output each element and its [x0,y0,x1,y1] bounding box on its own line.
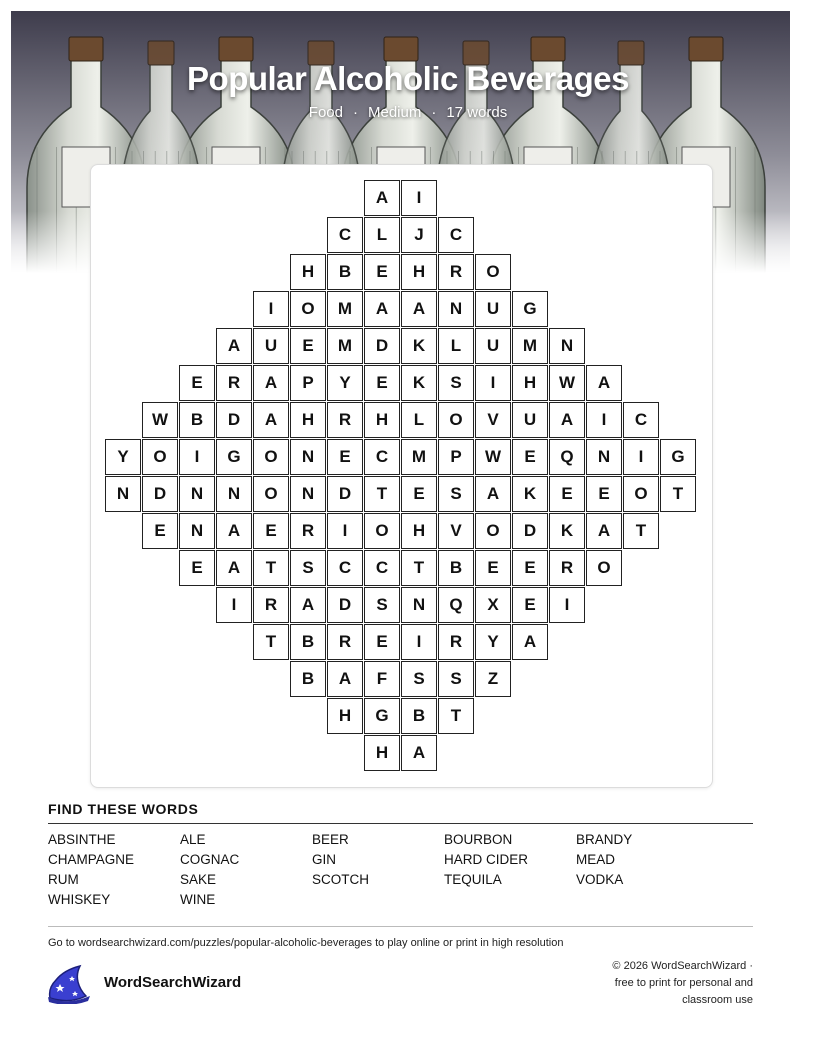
word-list-item: COGNAC [180,852,240,867]
grid-cell: E [364,254,400,290]
grid-cell: A [327,661,363,697]
grid-cell: A [364,180,400,216]
word-list-item: RUM [48,872,79,887]
grid-cell: C [623,402,659,438]
grid-cell: E [179,365,215,401]
grid-cell: I [586,402,622,438]
grid-cell: R [438,624,474,660]
grid-cell: Q [438,587,474,623]
grid-cell: O [475,254,511,290]
word-list-item: BRANDY [576,832,633,847]
grid-cell: M [327,291,363,327]
grid-cell: M [401,439,437,475]
grid-cell: N [216,476,252,512]
grid-cell: E [364,624,400,660]
grid-cell: W [549,365,585,401]
grid-cell: S [438,365,474,401]
grid-cell: T [253,550,289,586]
copyright-line: classroom use [682,994,753,1006]
grid-cell: O [290,291,326,327]
grid-cell: N [401,587,437,623]
grid-cell: D [327,587,363,623]
grid-cell: D [142,476,178,512]
word-list-item: WINE [180,892,216,907]
grid-cell: A [216,328,252,364]
grid-cell: B [438,550,474,586]
copyright-text [573,958,753,1009]
grid-cell: A [401,735,437,771]
grid-cell: Y [475,624,511,660]
grid-cell: I [401,180,437,216]
grid-cell: A [475,476,511,512]
grid-cell: A [364,291,400,327]
grid-cell: A [549,402,585,438]
word-list-item: ALE [180,832,206,847]
grid-cell: T [253,624,289,660]
grid-cell: N [438,291,474,327]
grid-cell: C [364,550,400,586]
copyright-line: © 2026 WordSearchWizard · [612,960,753,972]
grid-cell: E [179,550,215,586]
grid-cell: R [327,624,363,660]
grid-cell: E [512,587,548,623]
grid-cell: O [253,439,289,475]
grid-cell: U [475,291,511,327]
grid-cell: B [290,624,326,660]
grid-cell: P [290,365,326,401]
grid-cell: C [327,550,363,586]
grid-cell: C [327,217,363,253]
grid-cell: I [623,439,659,475]
grid-cell: N [179,476,215,512]
grid-cell: R [327,402,363,438]
meta-separator: · [352,104,358,121]
grid-cell: W [475,439,511,475]
grid-cell: A [290,587,326,623]
grid-cell: O [142,439,178,475]
word-list-item: BOURBON [444,832,513,847]
grid-cell: R [253,587,289,623]
copyright-line: free to print for personal and [614,977,753,989]
grid-cell: H [364,735,400,771]
grid-cell: S [438,661,474,697]
grid-cell: K [549,513,585,549]
grid-cell: J [401,217,437,253]
grid-cell: N [179,513,215,549]
brand-name: WordSearchWizard [104,974,242,991]
grid-cell: E [401,476,437,512]
grid-cell: D [512,513,548,549]
grid-cell: Y [327,365,363,401]
grid-cell: E [142,513,178,549]
grid-cell: O [364,513,400,549]
grid-cell: G [216,439,252,475]
word-list-heading: FIND THESE WORDS [48,801,199,817]
meta-separator: · [431,104,437,121]
grid-cell: K [401,328,437,364]
grid-cell: H [290,254,326,290]
grid-cell: V [438,513,474,549]
grid-cell: L [364,217,400,253]
grid-cell: O [586,550,622,586]
grid-cell: P [438,439,474,475]
grid-cell: H [512,365,548,401]
word-list-item: CHAMPAGNE [48,852,135,867]
grid-cell: E [512,550,548,586]
word-list-item: VODKA [576,872,624,887]
grid-cell: I [253,291,289,327]
grid-cell: E [290,328,326,364]
grid-cell: N [290,476,326,512]
word-list-item: SAKE [180,872,217,887]
grid-cell: T [660,476,696,512]
grid-cell: E [586,476,622,512]
wizard-hat-icon [46,964,92,1009]
grid-cell: E [549,476,585,512]
grid-cell: E [512,439,548,475]
grid-cell: C [438,217,474,253]
grid-cell: X [475,587,511,623]
grid-cell: S [401,661,437,697]
difficulty-label: Medium [367,104,422,121]
grid-cell: R [549,550,585,586]
footer-link-text: Go to wordsearchwizard.com/puzzles/popular-alcoholic-beverages to play online or print in high resolution [48,937,564,949]
grid-cell: A [216,550,252,586]
grid-cell: V [475,402,511,438]
grid-cell: R [216,365,252,401]
grid-cell: F [364,661,400,697]
grid-cell: H [290,402,326,438]
divider [48,823,753,824]
grid-cell: G [512,291,548,327]
word-list-item: ABSINTHE [48,832,116,847]
grid-cell: G [364,698,400,734]
grid-cell: R [438,254,474,290]
grid-cell: K [401,365,437,401]
grid-cell: A [586,365,622,401]
grid-cell: I [327,513,363,549]
grid-cell: E [327,439,363,475]
grid-cell: B [179,402,215,438]
page-title: Popular Alcoholic Beverages [187,60,629,97]
grid-cell: D [216,402,252,438]
grid-cell: O [475,513,511,549]
grid-cell: O [438,402,474,438]
grid-cell: L [438,328,474,364]
grid-cell: W [142,402,178,438]
grid-cell: E [475,550,511,586]
grid-cell: M [327,328,363,364]
grid-cell: T [401,550,437,586]
grid-cell: E [253,513,289,549]
grid-cell: L [401,402,437,438]
grid-cell: I [549,587,585,623]
grid-cell: Y [105,439,141,475]
grid-cell: B [327,254,363,290]
grid-cell: U [253,328,289,364]
word-list-item: SCOTCH [312,872,369,887]
grid-cell: A [401,291,437,327]
grid-cell: N [586,439,622,475]
grid-cell: Q [549,439,585,475]
grid-cell: Z [475,661,511,697]
grid-cell: U [475,328,511,364]
grid-cell: B [401,698,437,734]
grid-cell: H [401,254,437,290]
grid-cell: I [475,365,511,401]
grid-cell: N [105,476,141,512]
grid-cell: B [290,661,326,697]
grid-cell: A [512,624,548,660]
grid-cell: D [364,328,400,364]
grid-cell: G [660,439,696,475]
grid-cell: A [253,402,289,438]
grid-cell: I [216,587,252,623]
grid-cell: D [327,476,363,512]
grid-cell: I [401,624,437,660]
grid-cell: O [623,476,659,512]
grid-cell: T [364,476,400,512]
grid-cell: R [290,513,326,549]
word-count-label: 17 words [446,104,508,121]
grid-cell: A [253,365,289,401]
grid-cell: O [253,476,289,512]
grid-cell: A [586,513,622,549]
word-list-item: WHISKEY [48,892,111,907]
word-list-item: HARD CIDER [444,852,529,867]
word-list-item: TEQUILA [444,872,502,887]
grid-cell: M [512,328,548,364]
grid-cell: N [549,328,585,364]
grid-cell: A [216,513,252,549]
grid-cell: E [364,365,400,401]
divider [48,926,753,927]
grid-cell: T [623,513,659,549]
grid-cell: H [327,698,363,734]
grid-cell: I [179,439,215,475]
word-list-item: GIN [312,852,337,867]
grid-cell: U [512,402,548,438]
grid-cell: T [438,698,474,734]
grid-cell: S [364,587,400,623]
grid-cell: N [290,439,326,475]
word-list-item: MEAD [576,852,616,867]
grid-cell: C [364,439,400,475]
grid-cell: H [401,513,437,549]
grid-cell: K [512,476,548,512]
grid-cell: S [438,476,474,512]
word-list-item: BEER [312,832,349,847]
grid-cell: S [290,550,326,586]
category-label: Food [308,104,343,121]
puzzle-meta [0,104,816,121]
grid-cell: H [364,402,400,438]
